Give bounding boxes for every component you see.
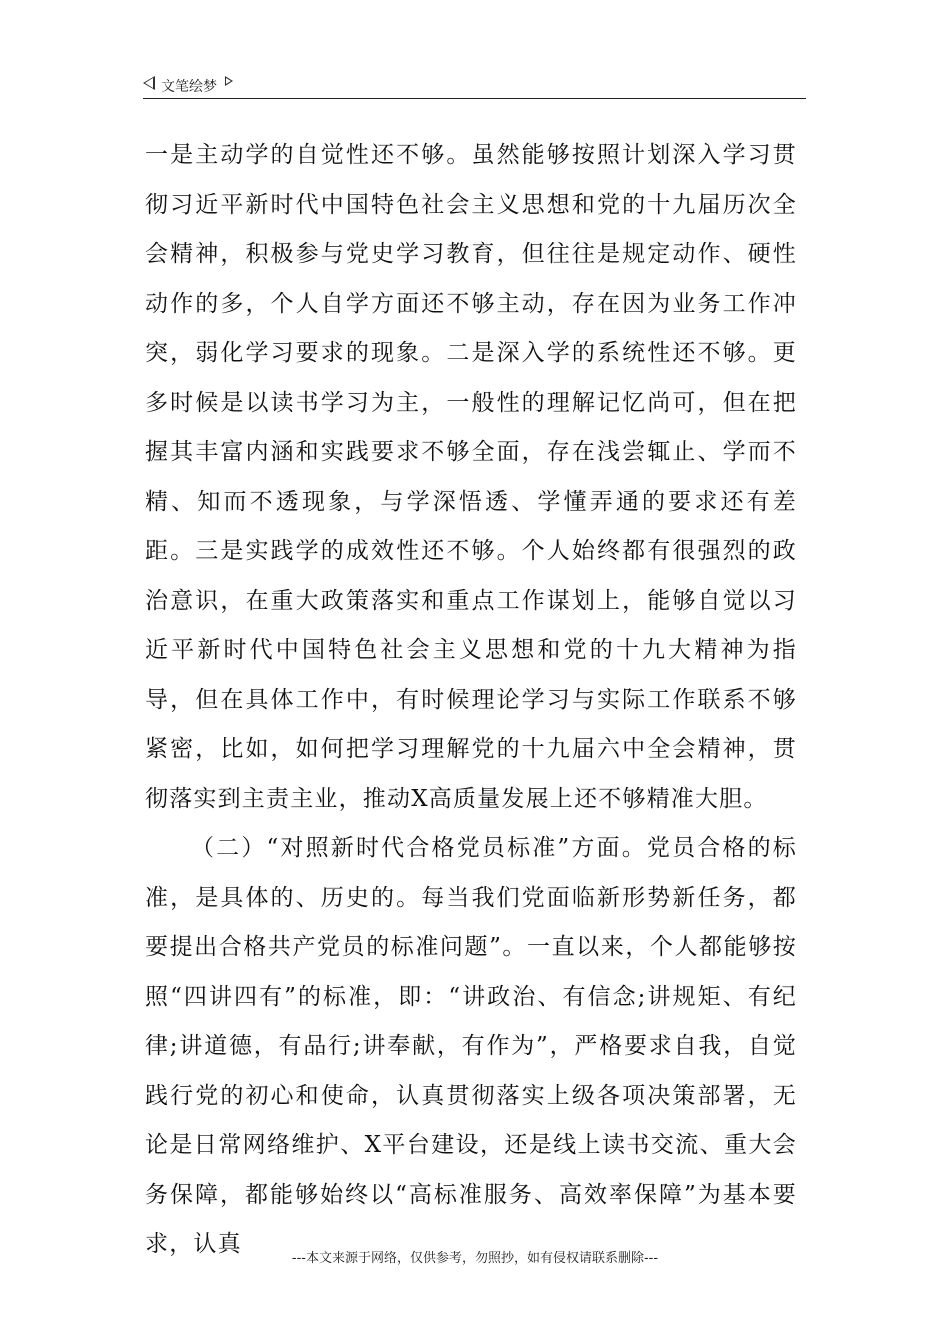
page-header (143, 72, 806, 99)
left-triangle-icon (143, 76, 155, 90)
page-footer: ---本文来源于网络，仅供参考，勿照抄，如有侵权请联系删除--- (291, 1251, 659, 1266)
document-body (145, 131, 797, 1270)
paragraph-1: 一是主动学的自觉性还不够。虽然能够按照计划深入学习贯彻习近平新时代中国特色社会主义思想和党的十九届历次全会精神，积极参与党史学习教育，但往往是规定动作、硬性动作的多，个人自学方面还不够主动，存在因为业务工作冲突，弱化学习要求的现象。二是深入学的系统性还不够。更多时候是以读书学习为主，一般性的理解记忆尚可，但在把握其丰富内涵和实践要求不够全面，存在浅尝辄止、学而不精、知而不透现象，与学深悟透、学懂弄通的要求还有差距。三是实践学的成效性还不够。个人始终都有很强烈的政治意识，在重大政策落实和重点工作谋划上，能够自觉以习近平新时代中国特色社会主义思想和党的十九大精神为指导，但在具体工作中，有时候理论学习与实际工作联系不够紧密，比如，如何把学习理解党的十九届六中全会精神，贯彻落实到主责主业，推动X高质量发展上还不够精准大胆。 (145, 142, 797, 812)
paragraph-2: （二）“对照新时代合格党员标准”方面。党员合格的标准，是具体的、历史的。每当我们党面临新形势新任务，都要提出合格共产党员的标准问题”。一直以来，个人都能够按照“四讲四有”的标准，即：“讲政治、有信念;讲规矩、有纪律;讲道德，有品行;讲奉献，有作为”，严格要求自我，自觉践行党的初心和使命，认真贯彻落实上级各项决策部署，无论是日常网络维护、X平台建设，还是线上读书交流、重大会务保障，都能够始终以“高标准服务、高效率保障”为基本要求，认真 (145, 835, 797, 1257)
header-brand: 文笔绘梦 (161, 79, 217, 95)
right-triangle-icon (225, 76, 233, 86)
